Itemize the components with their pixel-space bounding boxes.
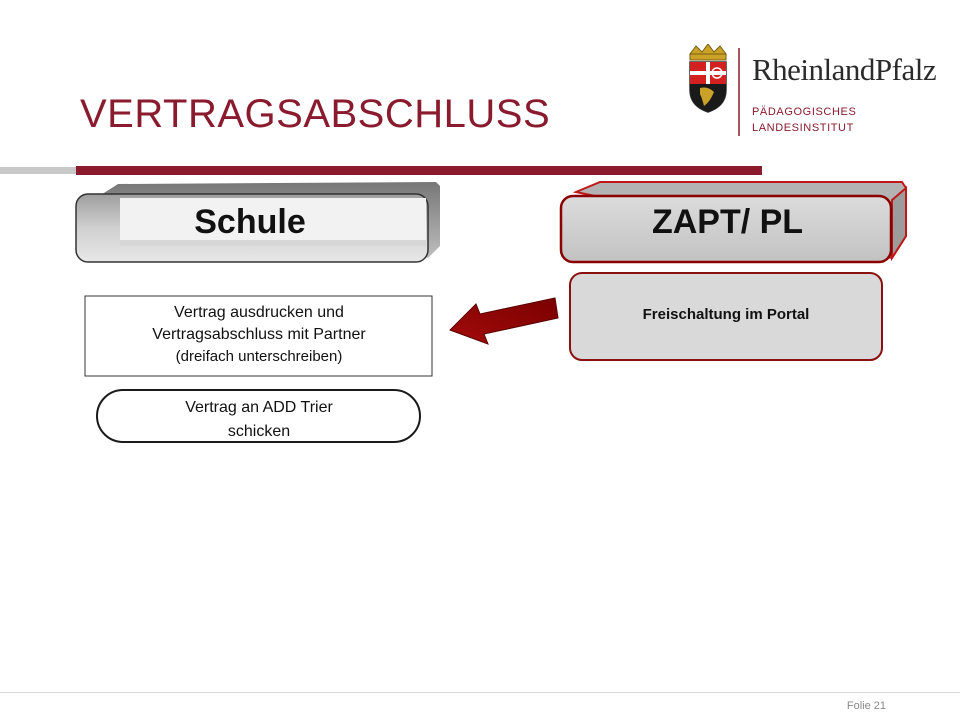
slide-title: VERTRAGSABSCHLUSS	[80, 92, 551, 136]
slide-number: Folie 21	[846, 700, 886, 712]
send-contract-line2: schicken	[227, 423, 291, 440]
print-contract-line1: Vertrag ausdrucken und	[174, 304, 344, 321]
footer-divider	[0, 692, 960, 693]
zapt-pl-header-label: ZAPT/ PL	[651, 203, 804, 241]
schule-header-label: Schule	[194, 203, 306, 241]
send-contract-text	[118, 396, 400, 444]
logo-subtitle-line1: PÄDAGOGISCHES	[752, 106, 857, 118]
print-contract-line3: (dreifach unterschreiben)	[175, 348, 343, 365]
portal-activation-label: Freischaltung im Portal	[642, 306, 810, 323]
left-arrow	[450, 298, 558, 344]
send-contract-line1: Vertrag an ADD Trier	[185, 399, 333, 416]
logo-subtitle-line2: LANDESINSTITUT	[752, 122, 854, 134]
print-contract-line2: Vertragsabschluss mit Partner	[152, 326, 366, 343]
print-contract-text	[86, 302, 432, 368]
logo-wordmark: RheinlandPfalz	[752, 52, 937, 87]
